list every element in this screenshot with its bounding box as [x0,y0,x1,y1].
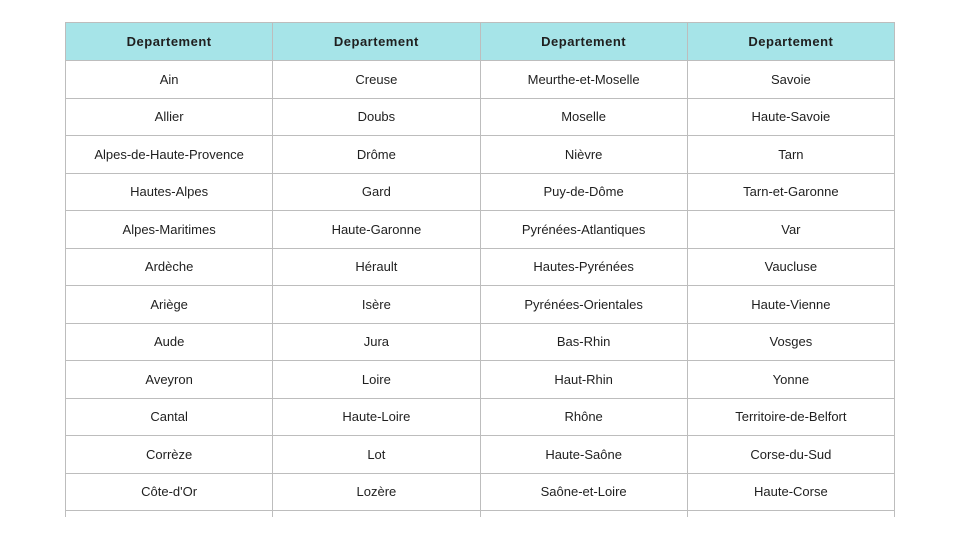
table-row [66,61,895,99]
table-row [66,436,895,474]
table-cell: Jura [273,323,480,361]
table-cell: Corse-du-Sud [687,436,894,474]
table-cell: Tarn [687,136,894,174]
departements-table [65,22,895,517]
table-cell: Nièvre [480,136,687,174]
table-cell: Alpes-de-Haute-Provence [66,136,273,174]
table-cell: Haute-Saône [480,436,687,474]
table-cell: Haute-Vienne [687,286,894,324]
table-cell: Isère [273,286,480,324]
table-row [66,173,895,211]
table-cell: Allier [66,98,273,136]
table-cell: Creuse [273,61,480,99]
table-cell: Lozère [273,473,480,511]
departements-table-container [65,22,895,517]
table-cell: Territoire-de-Belfort [687,398,894,436]
table-cell: Pyrénées-Atlantiques [480,211,687,249]
table-row [66,211,895,249]
table-row [66,361,895,399]
table-cell: Haute-Savoie [687,98,894,136]
table-cell: Ain [66,61,273,99]
table-cell: Drôme [273,136,480,174]
table-cell-empty [687,511,894,518]
table-cell: Saône-et-Loire [480,473,687,511]
table-cell-empty [480,511,687,518]
table-cell: Puy-de-Dôme [480,173,687,211]
table-cell: Var [687,211,894,249]
table-cell: Savoie [687,61,894,99]
column-header: Departement [273,23,480,61]
table-row [66,323,895,361]
partial-row [66,511,895,518]
column-header: Departement [480,23,687,61]
table-cell: Tarn-et-Garonne [687,173,894,211]
table-row [66,473,895,511]
table-cell-empty [66,511,273,518]
table-cell: Haute-Loire [273,398,480,436]
table-cell: Yonne [687,361,894,399]
table-cell: Pyrénées-Orientales [480,286,687,324]
table-cell: Aveyron [66,361,273,399]
table-cell: Ardèche [66,248,273,286]
table-cell: Doubs [273,98,480,136]
table-cell: Lot [273,436,480,474]
table-cell: Gard [273,173,480,211]
table-cell: Haut-Rhin [480,361,687,399]
header-row [66,23,895,61]
table-row [66,398,895,436]
table-row [66,248,895,286]
table-cell: Hérault [273,248,480,286]
table-cell: Rhône [480,398,687,436]
table-cell: Côte-d'Or [66,473,273,511]
table-cell: Cantal [66,398,273,436]
table-row [66,98,895,136]
table-cell: Bas-Rhin [480,323,687,361]
column-header: Departement [66,23,273,61]
table-cell: Moselle [480,98,687,136]
table-cell: Hautes-Pyrénées [480,248,687,286]
table-cell: Vosges [687,323,894,361]
table-row [66,136,895,174]
table-cell: Haute-Corse [687,473,894,511]
table-cell: Haute-Garonne [273,211,480,249]
table-cell: Corrèze [66,436,273,474]
column-header: Departement [687,23,894,61]
table-cell: Vaucluse [687,248,894,286]
table-cell: Ariège [66,286,273,324]
table-cell: Loire [273,361,480,399]
table-cell: Alpes-Maritimes [66,211,273,249]
table-cell: Aude [66,323,273,361]
table-cell: Hautes-Alpes [66,173,273,211]
table-cell-empty [273,511,480,518]
table-row [66,286,895,324]
table-cell: Meurthe-et-Moselle [480,61,687,99]
